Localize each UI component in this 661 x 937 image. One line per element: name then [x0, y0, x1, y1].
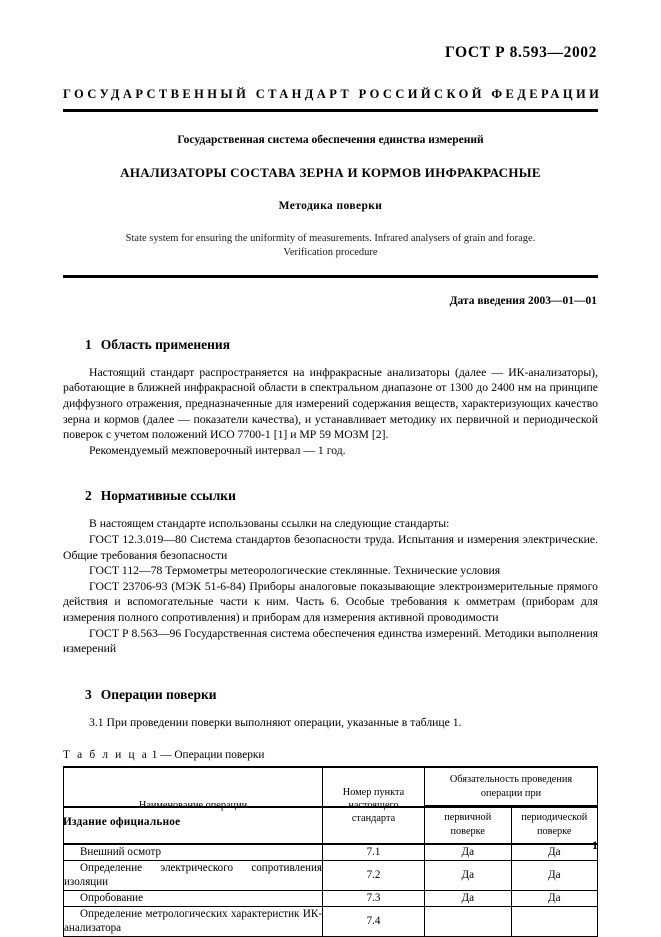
section-heading-operations [63, 687, 598, 703]
table-row [64, 890, 598, 906]
page-number: 1 [592, 838, 598, 852]
operations-table-body [64, 844, 598, 936]
table-caption [63, 749, 598, 761]
cell-primary-verification [425, 906, 512, 936]
cell-clause-number: 7.1 [323, 844, 425, 860]
cell-periodic-verification: Да [511, 860, 598, 890]
table-caption-text: — Операции поверки [160, 749, 265, 762]
title-english-block [63, 232, 598, 260]
title-method-line: Методика поверки [278, 200, 383, 212]
reference-item: ГОСТ 112—78 Термометры метеорологические стеклянные. Технические условия [89, 564, 501, 578]
page-title: АНАЛИЗАТОРЫ СОСТАВА ЗЕРНА И КОРМОВ ИНФРАКРАСНЫЕ [120, 165, 541, 180]
document-number: ГОСТ Р 8.593—2002 [444, 44, 597, 61]
section-heading-scope [63, 337, 598, 353]
table-row [64, 906, 598, 936]
cell-operation-name: Внешний осмотр [64, 844, 323, 860]
cell-primary-verification: Да [425, 844, 512, 860]
cell-operation-name: Определение метрологических характеристик ИК-анализатора [64, 906, 323, 936]
cell-periodic-verification: Да [511, 844, 598, 860]
state-standard-banner: ГОСУДАРСТВЕННЫЙ СТАНДАРТ РОССИЙСКОЙ ФЕДЕРАЦИИ [63, 87, 603, 101]
reference-item: ГОСТ Р 8.563—96 Государственная система обеспечения единства измерений. Методики выполнения измерений [63, 626, 598, 656]
table-caption-number: 1 [151, 749, 158, 762]
section-heading-references [63, 488, 598, 504]
column-header-obligation: Обязательность проведения операции при [425, 767, 598, 805]
scope-paragraph-2: Рекомендуемый межповерочный интервал — 1 год. [89, 443, 346, 457]
section-title-3: Операции поверки [100, 686, 217, 702]
title-system-line: Государственная система обеспечения единства измерений [177, 134, 484, 146]
cell-clause-number: 7.4 [323, 906, 425, 936]
table-caption-prefix: Т а б л и ц а [63, 749, 149, 762]
section-number-2: 2 [85, 488, 92, 504]
references-intro: В настоящем стандарте использованы ссылки на следующие стандарты: [89, 517, 450, 531]
title-english-line-1: State system for ensuring the uniformity of measurements. Infrared analysers of grain and forage. [125, 233, 536, 244]
page-footer [63, 806, 598, 828]
column-header-clause-number: Номер пункта настоящего стандарта [323, 767, 425, 844]
official-edition-note: Издание официальное [63, 816, 181, 828]
cell-operation-name: Определение электрического сопротивления изоляции [64, 860, 323, 890]
footer-divider-rule [63, 806, 598, 808]
column-header-primary-verification: первичной поверке [425, 806, 512, 844]
section-number-1: 1 [85, 336, 92, 352]
section-number-3: 3 [85, 686, 92, 702]
section-title-2: Нормативные ссылки [100, 488, 236, 504]
cell-clause-number: 7.3 [323, 890, 425, 906]
cell-periodic-verification: Да [511, 890, 598, 906]
reference-item: ГОСТ 23706-93 (МЭК 51-6-84) Приборы аналоговые показывающие электроизмерительные прямого действия и вспомогательные части к ним. Часть 6. Особые требования к омметрам (приборам для измерения полного сопротивления) и приборам для измерения активной проводимости [63, 579, 598, 625]
table-header-row-1 [64, 767, 598, 805]
title-block [63, 134, 598, 260]
column-header-operation-name: Наименование операции [64, 767, 323, 844]
column-header-periodic-verification: периодической поверке [511, 806, 598, 844]
cell-primary-verification: Да [425, 890, 512, 906]
cell-operation-name: Опробование [64, 890, 323, 906]
clause-3-1: 3.1 При проведении поверки выполняют операции, указанные в таблице 1. [89, 715, 462, 729]
section-title-1: Область применения [100, 336, 231, 352]
introduction-date: Дата введения 2003—01—01 [449, 294, 597, 307]
cell-periodic-verification [511, 906, 598, 936]
table-row [64, 860, 598, 890]
header-divider-rule [63, 109, 598, 112]
cell-clause-number: 7.2 [323, 860, 425, 890]
cell-primary-verification: Да [425, 860, 512, 890]
title-english-line-2: Verification procedure [283, 246, 378, 258]
scope-paragraph-1: Настоящий стандарт распространяется на инфракрасные анализаторы (далее — ИК-анализаторы), работающие в ближней инфракрасной области в спектральном диапазоне от 1300 до 2400 нм на принципе диффузного отражения, предназначенные для измерений содержания веществ, характеризующих качество зерна и кормов (далее — показатели качества), и устанавливает методику их первичной и периодической поверок с учетом положений ИСО 7700-1 [1] и МР 59 МОЗМ [2]. [63, 365, 598, 442]
reference-item: ГОСТ 12.3.019—80 Система стандартов безопасности труда. Испытания и измерения электрические. Общие требования безопасности [63, 532, 598, 562]
title-divider-rule [63, 275, 598, 278]
